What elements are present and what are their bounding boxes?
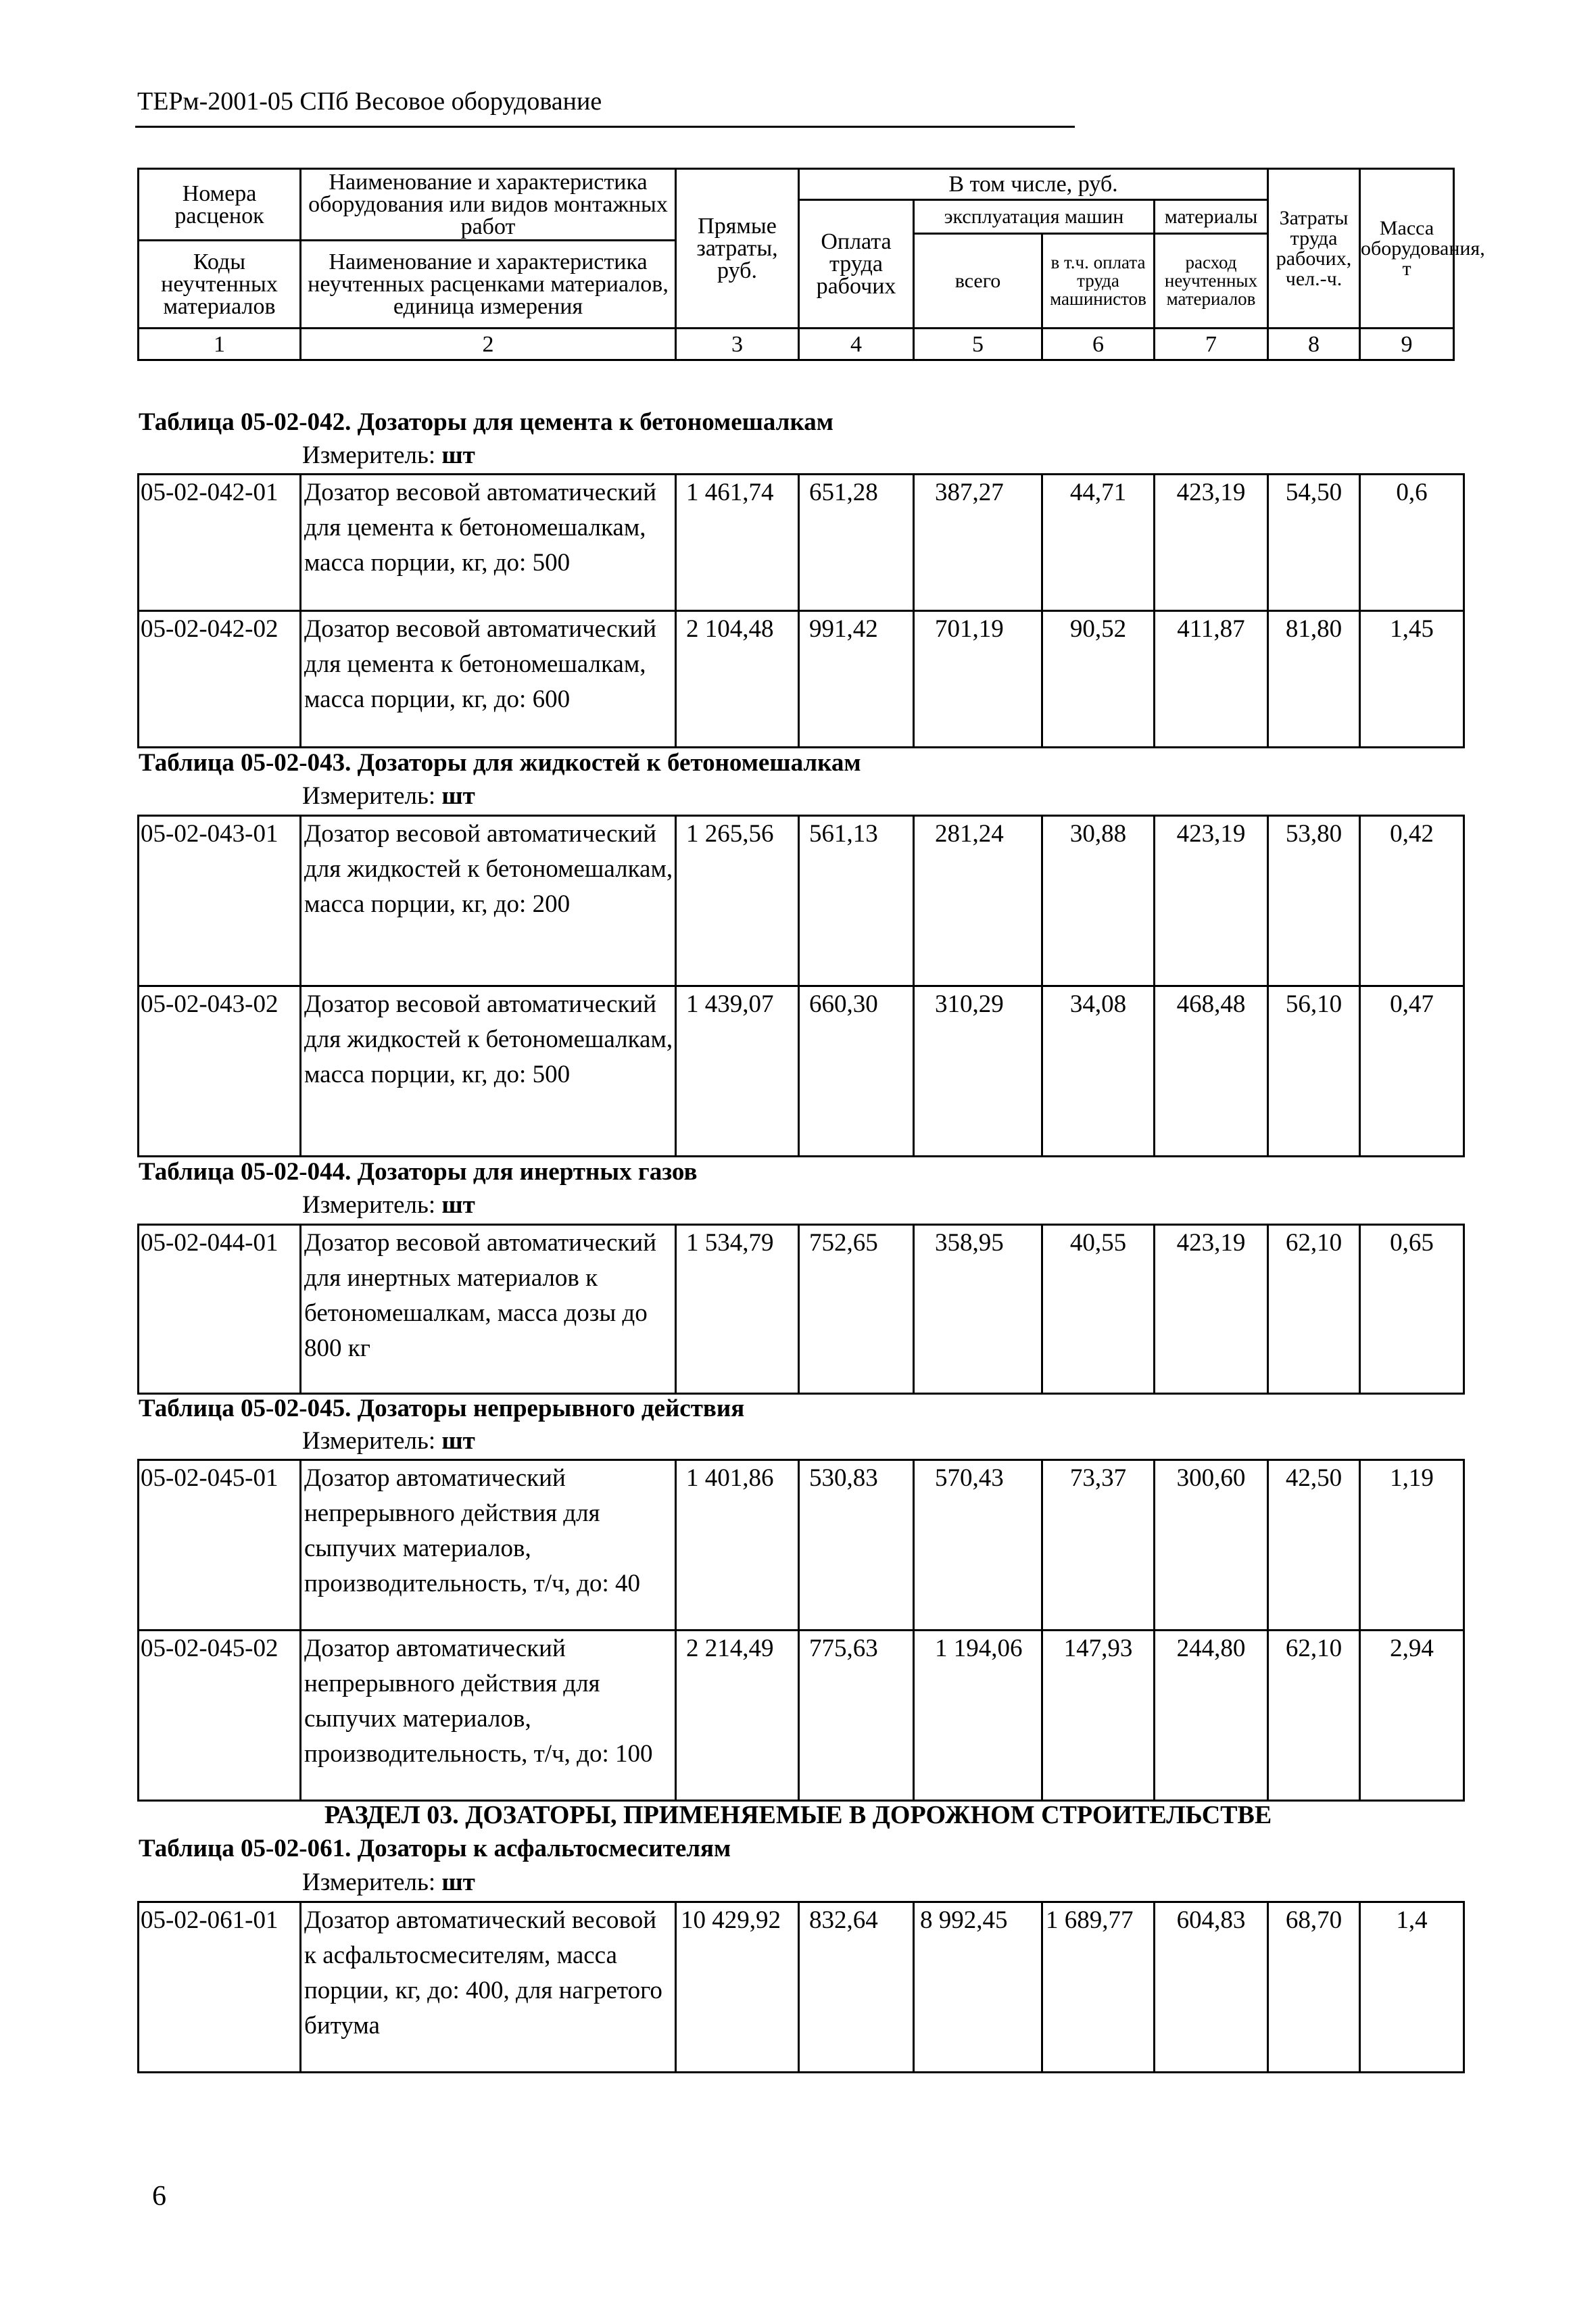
col-head-machinist-wages: в т.ч. оплата труда машинистов [1042,234,1155,329]
measure-unit: шт [441,1427,475,1455]
wages: 660,30 [799,986,914,1157]
rate-code: 05-02-042-02 [139,611,301,748]
rate-table-061 [137,1901,1465,2073]
table-row [139,1631,1464,1801]
mass: 0,47 [1360,986,1464,1157]
materials: 604,83 [1155,1902,1268,2073]
machines-total: 387,27 [914,475,1042,611]
machinist-wages: 44,71 [1042,475,1155,611]
table-caption: Таблица 05-02-044. Дозаторы для инертных газов [139,1158,698,1186]
col-head-material-usage: расход неучтенных материалов [1155,234,1268,329]
rate-name: Дозатор автоматический непрерывного действия для сыпучих материалов, производительность, т/ч, до: 40 [301,1460,676,1631]
col-head-material-name: Наименование и характеристика неучтенных расценками материалов, единица измерения [301,241,676,329]
rate-code: 05-02-045-02 [139,1631,301,1801]
direct-costs: 2 104,48 [676,611,799,748]
machines-total: 1 194,06 [914,1631,1042,1801]
materials: 423,19 [1155,475,1268,611]
materials: 244,80 [1155,1631,1268,1801]
machinist-wages: 90,52 [1042,611,1155,748]
labor: 56,10 [1268,986,1360,1157]
col-head-wages: Оплата труда рабочих [799,200,914,329]
col-num: 2 [301,329,676,360]
rate-code: 05-02-061-01 [139,1902,301,2073]
wages: 651,28 [799,475,914,611]
table-row [139,986,1464,1157]
machines-total: 701,19 [914,611,1042,748]
direct-costs: 10 429,92 [676,1902,799,2073]
machines-total: 281,24 [914,816,1042,986]
table-caption: Таблица 05-02-042. Дозаторы для цемента к бетономешалкам [139,408,833,436]
table-row [139,1225,1464,1394]
rate-code: 05-02-045-01 [139,1460,301,1631]
table-row [139,816,1464,986]
rate-table-044 [137,1224,1465,1395]
measure-label: Измеритель: [302,1191,436,1219]
labor: 68,70 [1268,1902,1360,2073]
document-header: ТЕРм-2001-05 СПб Весовое оборудование [137,87,602,116]
measure-unit: шт [441,1191,475,1219]
direct-costs: 1 401,86 [676,1460,799,1631]
col-head-name: Наименование и характеристика оборудования или видов монтажных работ [301,169,676,241]
measure-label: Измеритель: [302,1868,436,1896]
rate-code: 05-02-044-01 [139,1225,301,1394]
col-head-machines-total: всего [914,234,1042,329]
table-row [139,1460,1464,1631]
col-head-rate-numbers: Номера расценок [139,169,301,241]
rate-name: Дозатор весовой автоматический для инертных материалов к бетономешалкам, масса дозы до 800 кг [301,1225,676,1394]
mass: 2,94 [1360,1631,1464,1801]
materials: 423,19 [1155,1225,1268,1394]
labor: 54,50 [1268,475,1360,611]
machinist-wages: 147,93 [1042,1631,1155,1801]
page-number: 6 [152,2181,166,2212]
measure-label: Измеритель: [302,1427,436,1455]
labor: 62,10 [1268,1225,1360,1394]
col-head-labor: Затраты труда рабочих, чел.-ч. [1268,169,1360,329]
wages: 561,13 [799,816,914,986]
col-num: 3 [676,329,799,360]
direct-costs: 1 265,56 [676,816,799,986]
labor: 42,50 [1268,1460,1360,1631]
section-title: РАЗДЕЛ 03. ДОЗАТОРЫ, ПРИМЕНЯЕМЫЕ В ДОРОЖНОМ СТРОИТЕЛЬСТВЕ [324,1801,1272,1829]
materials: 300,60 [1155,1460,1268,1631]
column-header-table [137,168,1485,361]
measure-line [302,441,475,470]
table-caption: Таблица 05-02-045. Дозаторы непрерывного действия [139,1395,745,1422]
measure-line [302,1190,475,1220]
col-head-material-codes: Коды неучтенных материалов [139,241,301,329]
col-num: 8 [1268,329,1360,360]
col-num: 7 [1155,329,1268,360]
rate-name: Дозатор автоматический непрерывного действия для сыпучих материалов, производительность, т/ч, до: 100 [301,1631,676,1801]
labor: 62,10 [1268,1631,1360,1801]
rate-name: Дозатор автоматический весовой к асфальтосмесителям, масса порции, кг, до: 400, для нагретого битума [301,1902,676,2073]
rate-name: Дозатор весовой автоматический для цемента к бетономешалкам, масса порции, кг, до: 600 [301,611,676,748]
col-head-machines: эксплуатация машин [914,200,1155,234]
measure-label: Измеритель: [302,441,436,469]
materials: 468,48 [1155,986,1268,1157]
direct-costs: 1 439,07 [676,986,799,1157]
col-num: 1 [139,329,301,360]
rate-code: 05-02-043-01 [139,816,301,986]
measure-line [302,1868,475,1897]
mass: 1,45 [1360,611,1464,748]
rate-name: Дозатор весовой автоматический для жидкостей к бетономешалкам, масса порции, кг, до: 200 [301,816,676,986]
col-head-materials: материалы [1155,200,1268,234]
mass: 0,6 [1360,475,1464,611]
table-caption: Таблица 05-02-043. Дозаторы для жидкостей к бетономешалкам [139,749,861,777]
rate-code: 05-02-042-01 [139,475,301,611]
wages: 832,64 [799,1902,914,2073]
rate-name: Дозатор весовой автоматический для жидкостей к бетономешалкам, масса порции, кг, до: 500 [301,986,676,1157]
mass: 0,65 [1360,1225,1464,1394]
measure-line [302,1426,475,1455]
table-row [139,611,1464,748]
direct-costs: 1 534,79 [676,1225,799,1394]
materials: 411,87 [1155,611,1268,748]
mass: 1,4 [1360,1902,1464,2073]
table-row [139,1902,1464,2073]
measure-unit: шт [441,782,475,810]
machines-total: 8 992,45 [914,1902,1042,2073]
machinist-wages: 1 689,77 [1042,1902,1155,2073]
machines-total: 358,95 [914,1225,1042,1394]
machines-total: 570,43 [914,1460,1042,1631]
measure-line [302,781,475,811]
mass: 1,19 [1360,1460,1464,1631]
col-head-direct-costs: Прямые затраты, руб. [676,169,799,329]
wages: 991,42 [799,611,914,748]
machinist-wages: 40,55 [1042,1225,1155,1394]
measure-unit: шт [441,441,475,469]
rate-table-042 [137,473,1465,748]
wages: 752,65 [799,1225,914,1394]
header-rule [135,126,1075,128]
measure-unit: шт [441,1868,475,1896]
labor: 53,80 [1268,816,1360,986]
table-caption: Таблица 05-02-061. Дозаторы к асфальтосмесителям [139,1835,731,1862]
wages: 530,83 [799,1460,914,1631]
machines-total: 310,29 [914,986,1042,1157]
table-row [139,475,1464,611]
mass: 0,42 [1360,816,1464,986]
rate-name: Дозатор весовой автоматический для цемента к бетономешалкам, масса порции, кг, до: 500 [301,475,676,611]
machinist-wages: 30,88 [1042,816,1155,986]
materials: 423,19 [1155,816,1268,986]
col-num: 6 [1042,329,1155,360]
col-head-group-incl: В том числе, руб. [799,169,1268,200]
rate-code: 05-02-043-02 [139,986,301,1157]
rate-table-045 [137,1459,1465,1802]
col-head-mass: Масса оборудования, т [1360,169,1454,329]
measure-label: Измеритель: [302,782,436,810]
wages: 775,63 [799,1631,914,1801]
rate-table-043 [137,815,1465,1157]
machinist-wages: 34,08 [1042,986,1155,1157]
direct-costs: 1 461,74 [676,475,799,611]
col-num: 4 [799,329,914,360]
direct-costs: 2 214,49 [676,1631,799,1801]
labor: 81,80 [1268,611,1360,748]
machinist-wages: 73,37 [1042,1460,1155,1631]
col-num: 5 [914,329,1042,360]
col-num: 9 [1360,329,1454,360]
